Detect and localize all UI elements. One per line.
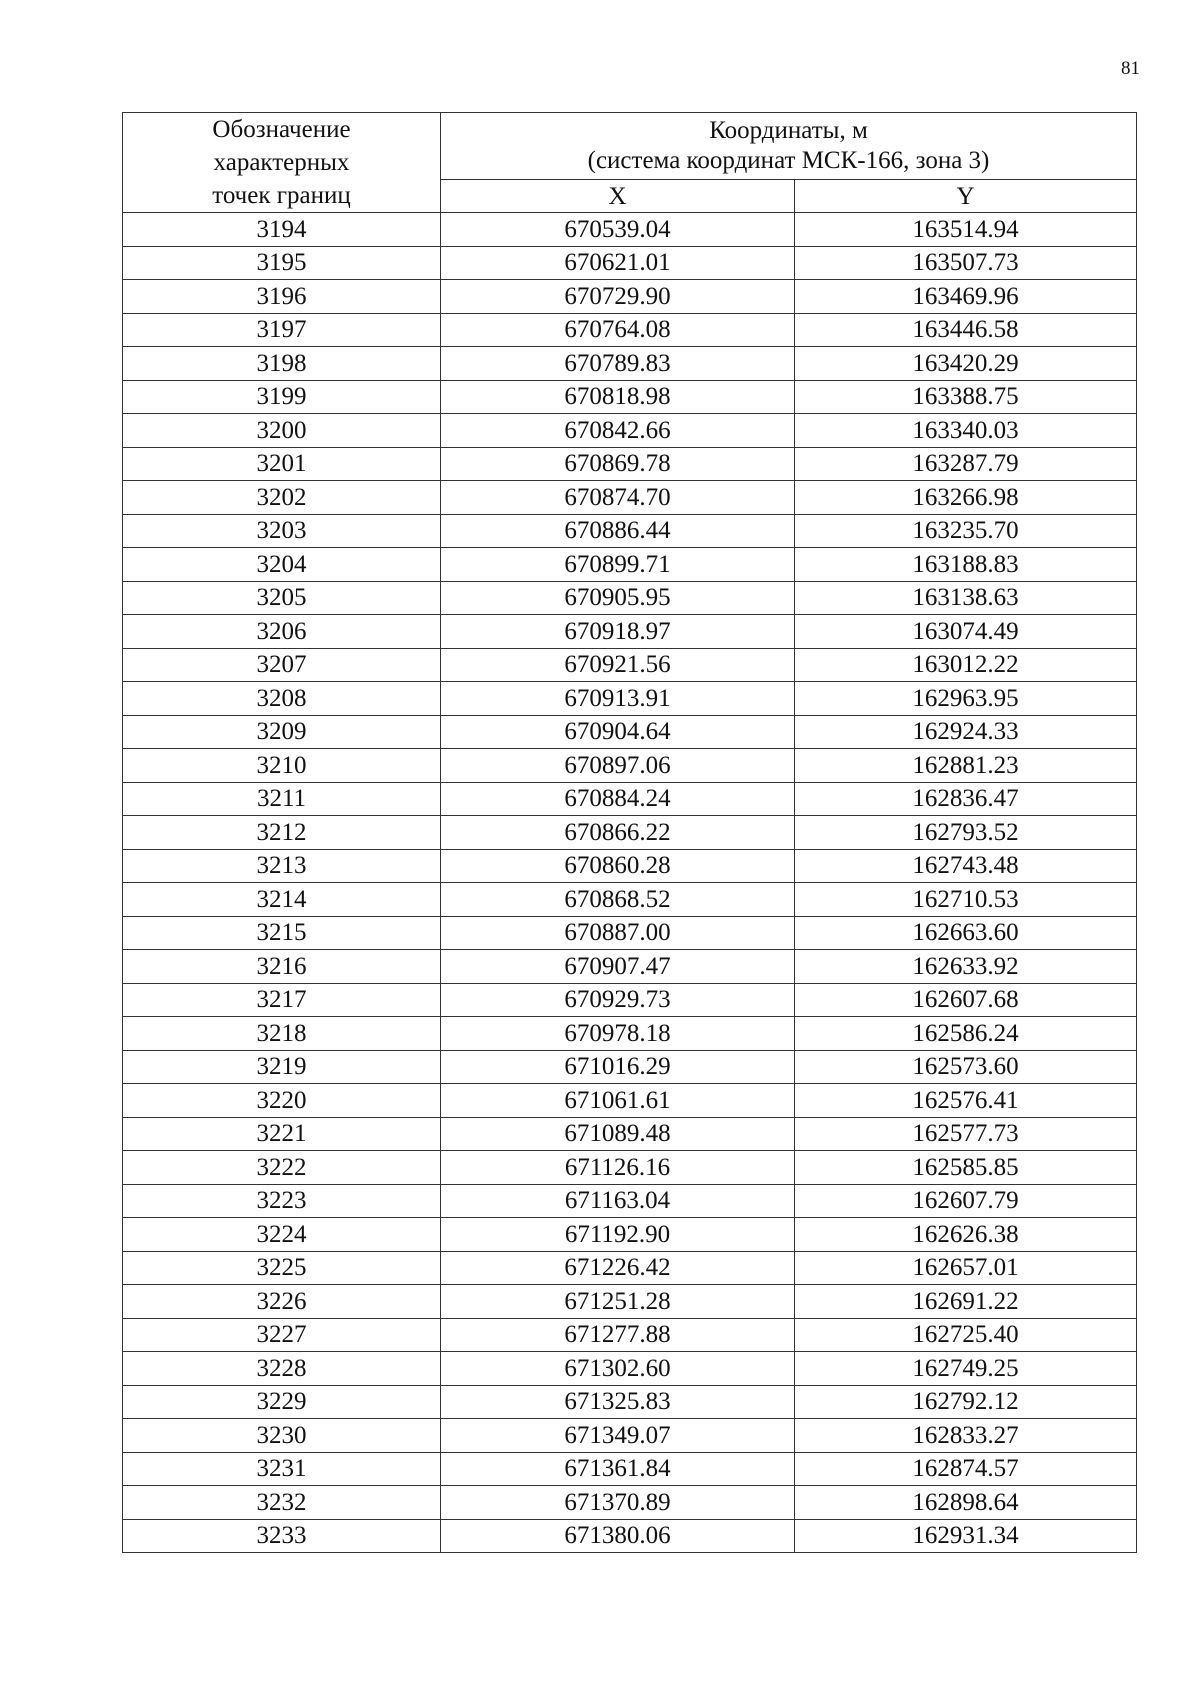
x-cell: 670818.98 <box>441 380 795 414</box>
header-designation-line: точек границ <box>212 182 351 209</box>
coordinates-table <box>122 112 1137 1553</box>
point-cell: 3220 <box>123 1084 441 1118</box>
point-cell: 3221 <box>123 1117 441 1151</box>
table-row <box>123 414 1137 448</box>
point-cell: 3197 <box>123 313 441 347</box>
point-cell: 3202 <box>123 481 441 515</box>
point-cell: 3226 <box>123 1285 441 1319</box>
y-cell: 162931.34 <box>795 1519 1137 1553</box>
y-cell: 162585.85 <box>795 1151 1137 1185</box>
point-cell: 3216 <box>123 950 441 984</box>
x-cell: 670978.18 <box>441 1017 795 1051</box>
point-cell: 3222 <box>123 1151 441 1185</box>
y-cell: 162657.01 <box>795 1251 1137 1285</box>
x-cell: 670866.22 <box>441 816 795 850</box>
x-cell: 670905.95 <box>441 581 795 615</box>
y-cell: 163507.73 <box>795 246 1137 280</box>
y-cell: 162607.68 <box>795 983 1137 1017</box>
point-cell: 3195 <box>123 246 441 280</box>
table-body <box>123 213 1137 1553</box>
y-cell: 163287.79 <box>795 447 1137 481</box>
point-cell: 3218 <box>123 1017 441 1051</box>
x-cell: 671277.88 <box>441 1318 795 1352</box>
x-cell: 671302.60 <box>441 1352 795 1386</box>
point-cell: 3207 <box>123 648 441 682</box>
x-cell: 670929.73 <box>441 983 795 1017</box>
y-cell: 162898.64 <box>795 1486 1137 1520</box>
x-cell: 670764.08 <box>441 313 795 347</box>
table-row <box>123 916 1137 950</box>
x-cell: 671251.28 <box>441 1285 795 1319</box>
y-cell: 163446.58 <box>795 313 1137 347</box>
table-row <box>123 1017 1137 1051</box>
x-cell: 670729.90 <box>441 280 795 314</box>
x-cell: 670621.01 <box>441 246 795 280</box>
header-x: X <box>441 180 795 213</box>
y-cell: 162749.25 <box>795 1352 1137 1386</box>
y-cell: 162833.27 <box>795 1419 1137 1453</box>
point-cell: 3212 <box>123 816 441 850</box>
point-cell: 3211 <box>123 782 441 816</box>
table-row <box>123 1519 1137 1553</box>
x-cell: 671163.04 <box>441 1184 795 1218</box>
y-cell: 162626.38 <box>795 1218 1137 1252</box>
header-designation <box>123 113 441 213</box>
point-cell: 3194 <box>123 213 441 247</box>
x-cell: 671226.42 <box>441 1251 795 1285</box>
table-row <box>123 1151 1137 1185</box>
y-cell: 163420.29 <box>795 347 1137 381</box>
table-row <box>123 1218 1137 1252</box>
x-cell: 671126.16 <box>441 1151 795 1185</box>
x-cell: 670789.83 <box>441 347 795 381</box>
y-cell: 163074.49 <box>795 615 1137 649</box>
point-cell: 3201 <box>123 447 441 481</box>
point-cell: 3215 <box>123 916 441 950</box>
y-cell: 162710.53 <box>795 883 1137 917</box>
x-cell: 670899.71 <box>441 548 795 582</box>
table-row <box>123 648 1137 682</box>
table-row <box>123 1452 1137 1486</box>
y-cell: 162874.57 <box>795 1452 1137 1486</box>
x-cell: 670539.04 <box>441 213 795 247</box>
point-cell: 3208 <box>123 682 441 716</box>
y-cell: 163514.94 <box>795 213 1137 247</box>
table-row <box>123 682 1137 716</box>
table-row <box>123 950 1137 984</box>
x-cell: 670887.00 <box>441 916 795 950</box>
table-row <box>123 715 1137 749</box>
x-cell: 670869.78 <box>441 447 795 481</box>
x-cell: 670913.91 <box>441 682 795 716</box>
header-coordinates-title: Координаты, м <box>709 117 868 144</box>
table-row <box>123 749 1137 783</box>
x-cell: 670918.97 <box>441 615 795 649</box>
point-cell: 3217 <box>123 983 441 1017</box>
table-row <box>123 280 1137 314</box>
point-cell: 3229 <box>123 1385 441 1419</box>
y-cell: 162963.95 <box>795 682 1137 716</box>
y-cell: 162924.33 <box>795 715 1137 749</box>
y-cell: 163235.70 <box>795 514 1137 548</box>
page-number: 81 <box>1121 58 1140 79</box>
y-cell: 163012.22 <box>795 648 1137 682</box>
table-row <box>123 481 1137 515</box>
point-cell: 3204 <box>123 548 441 582</box>
x-cell: 671349.07 <box>441 1419 795 1453</box>
table-row <box>123 1117 1137 1151</box>
point-cell: 3233 <box>123 1519 441 1553</box>
point-cell: 3196 <box>123 280 441 314</box>
y-cell: 163340.03 <box>795 414 1137 448</box>
header-coordinates <box>441 113 1137 180</box>
table-row <box>123 313 1137 347</box>
y-cell: 162881.23 <box>795 749 1137 783</box>
point-cell: 3205 <box>123 581 441 615</box>
x-cell: 671192.90 <box>441 1218 795 1252</box>
point-cell: 3200 <box>123 414 441 448</box>
y-cell: 162607.79 <box>795 1184 1137 1218</box>
y-cell: 162793.52 <box>795 816 1137 850</box>
point-cell: 3227 <box>123 1318 441 1352</box>
table-row <box>123 983 1137 1017</box>
x-cell: 670886.44 <box>441 514 795 548</box>
y-cell: 162663.60 <box>795 916 1137 950</box>
point-cell: 3224 <box>123 1218 441 1252</box>
x-cell: 670897.06 <box>441 749 795 783</box>
point-cell: 3213 <box>123 849 441 883</box>
point-cell: 3225 <box>123 1251 441 1285</box>
point-cell: 3228 <box>123 1352 441 1386</box>
x-cell: 671370.89 <box>441 1486 795 1520</box>
x-cell: 671380.06 <box>441 1519 795 1553</box>
table-row <box>123 1419 1137 1453</box>
table-row <box>123 347 1137 381</box>
y-cell: 163469.96 <box>795 280 1137 314</box>
header-designation-line: характерных <box>213 149 350 176</box>
point-cell: 3203 <box>123 514 441 548</box>
y-cell: 162836.47 <box>795 782 1137 816</box>
table-row <box>123 380 1137 414</box>
table-row <box>123 581 1137 615</box>
table-row <box>123 849 1137 883</box>
table-row <box>123 548 1137 582</box>
x-cell: 671061.61 <box>441 1084 795 1118</box>
y-cell: 162586.24 <box>795 1017 1137 1051</box>
point-cell: 3209 <box>123 715 441 749</box>
point-cell: 3223 <box>123 1184 441 1218</box>
header-coordinate-system: (система координат МСК-166, зона 3) <box>587 147 990 174</box>
point-cell: 3219 <box>123 1050 441 1084</box>
x-cell: 671089.48 <box>441 1117 795 1151</box>
table-row <box>123 1318 1137 1352</box>
table-row <box>123 1352 1137 1386</box>
x-cell: 671016.29 <box>441 1050 795 1084</box>
y-cell: 162577.73 <box>795 1117 1137 1151</box>
table-row <box>123 246 1137 280</box>
point-cell: 3232 <box>123 1486 441 1520</box>
header-y: Y <box>795 180 1137 213</box>
point-cell: 3230 <box>123 1419 441 1453</box>
table-row <box>123 615 1137 649</box>
point-cell: 3199 <box>123 380 441 414</box>
table-row <box>123 1486 1137 1520</box>
x-cell: 671361.84 <box>441 1452 795 1486</box>
point-cell: 3198 <box>123 347 441 381</box>
y-cell: 162725.40 <box>795 1318 1137 1352</box>
header-designation-line: Обозначение <box>212 116 351 143</box>
point-cell: 3214 <box>123 883 441 917</box>
table-row <box>123 1285 1137 1319</box>
y-cell: 162691.22 <box>795 1285 1137 1319</box>
y-cell: 162573.60 <box>795 1050 1137 1084</box>
point-cell: 3210 <box>123 749 441 783</box>
table-row <box>123 883 1137 917</box>
table-row <box>123 1251 1137 1285</box>
x-cell: 670860.28 <box>441 849 795 883</box>
x-cell: 670904.64 <box>441 715 795 749</box>
y-cell: 163266.98 <box>795 481 1137 515</box>
x-cell: 671325.83 <box>441 1385 795 1419</box>
y-cell: 163138.63 <box>795 581 1137 615</box>
table-row <box>123 447 1137 481</box>
table-row <box>123 1050 1137 1084</box>
x-cell: 670907.47 <box>441 950 795 984</box>
table-row <box>123 213 1137 247</box>
x-cell: 670842.66 <box>441 414 795 448</box>
x-cell: 670921.56 <box>441 648 795 682</box>
y-cell: 162576.41 <box>795 1084 1137 1118</box>
y-cell: 162743.48 <box>795 849 1137 883</box>
table-row <box>123 782 1137 816</box>
y-cell: 163188.83 <box>795 548 1137 582</box>
x-cell: 670884.24 <box>441 782 795 816</box>
point-cell: 3206 <box>123 615 441 649</box>
x-cell: 670868.52 <box>441 883 795 917</box>
table-row <box>123 514 1137 548</box>
x-cell: 670874.70 <box>441 481 795 515</box>
y-cell: 162633.92 <box>795 950 1137 984</box>
table-row <box>123 816 1137 850</box>
table-row <box>123 1084 1137 1118</box>
table-row <box>123 1184 1137 1218</box>
point-cell: 3231 <box>123 1452 441 1486</box>
y-cell: 163388.75 <box>795 380 1137 414</box>
table-row <box>123 1385 1137 1419</box>
y-cell: 162792.12 <box>795 1385 1137 1419</box>
